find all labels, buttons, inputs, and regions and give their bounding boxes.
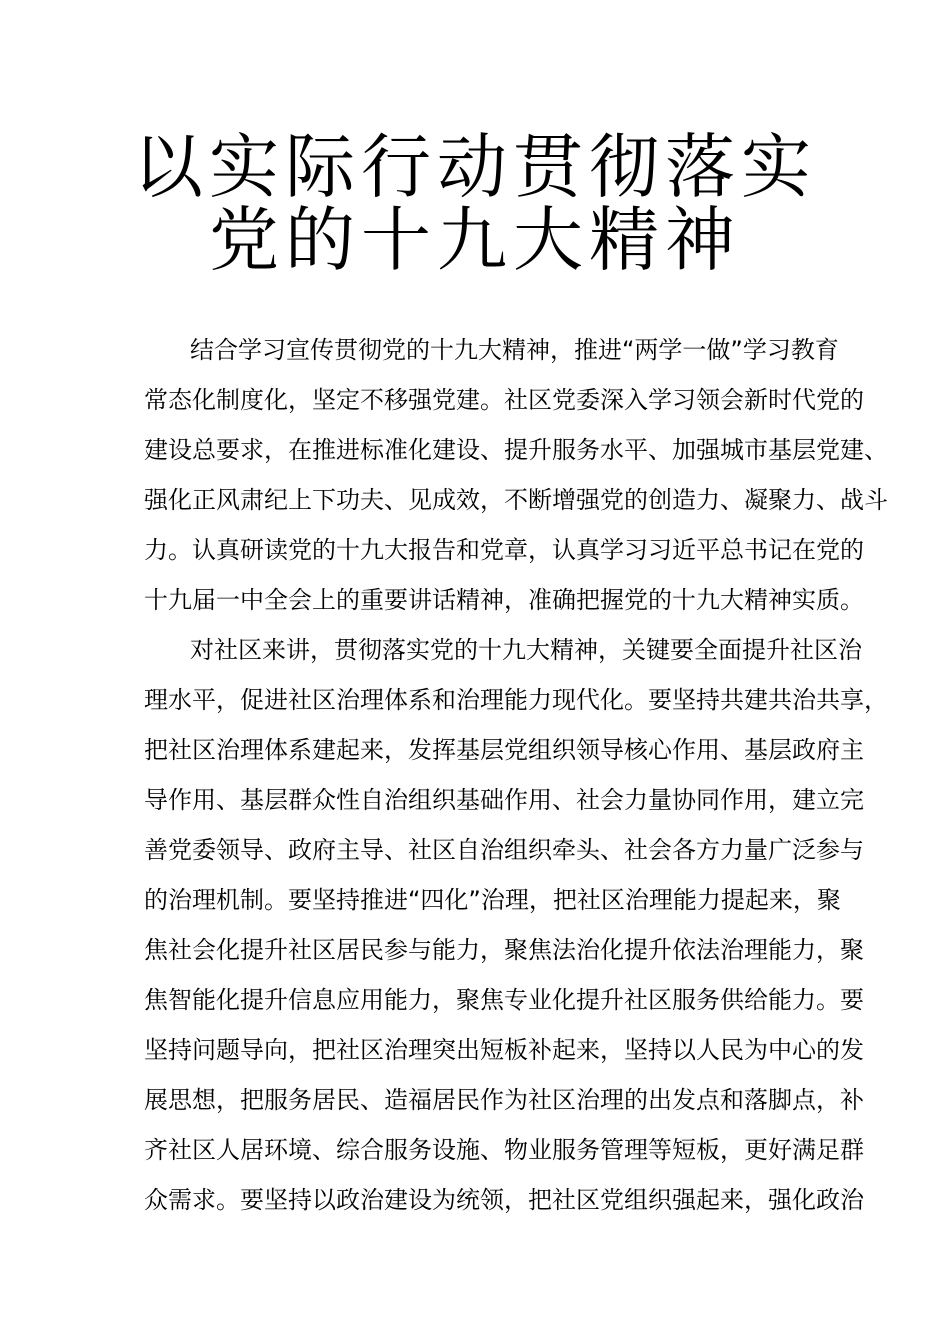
paragraph-line: 力。认真研读党的十九大报告和党章，认真学习习近平总书记在党的 — [144, 536, 864, 564]
paragraph-line: 的治理机制。要坚持推进“四化”治理，把社区治理能力提起来，聚 — [144, 886, 841, 914]
paragraph-line: 展思想，把服务居民、造福居民作为社区治理的出发点和落脚点，补 — [144, 1086, 864, 1114]
paragraph-line: 强化正风肃纪上下功夫、见成效，不断增强党的创造力、凝聚力、战斗 — [144, 486, 888, 514]
paragraph-line: 十九届一中全会上的重要讲话精神，准确把握党的十九大精神实质。 — [144, 586, 864, 614]
paragraph-line: 理水平，促进社区治理体系和治理能力现代化。要坚持共建共治共享， — [144, 686, 888, 714]
paragraph-line: 把社区治理体系建起来，发挥基层党组织领导核心作用、基层政府主 — [144, 736, 864, 764]
paragraph-line: 结合学习宣传贯彻党的十九大精神，推进“两学一做”学习教育 — [190, 336, 839, 364]
paragraph-line: 对社区来讲，贯彻落实党的十九大精神，关键要全面提升社区治 — [190, 636, 862, 664]
paragraph-line: 导作用、基层群众性自治组织基础作用、社会力量协同作用，建立完 — [144, 786, 864, 814]
paragraph-line: 建设总要求，在推进标准化建设、提升服务水平、加强城市基层党建、 — [144, 436, 888, 464]
document-title-line-1: 以实际行动贯彻落实 — [133, 126, 817, 208]
paragraph-line: 坚持问题导向，把社区治理突出短板补起来，坚持以人民为中心的发 — [144, 1036, 864, 1064]
document-title-line-2: 党的十九大精神 — [209, 199, 741, 281]
paragraph-line: 常态化制度化，坚定不移强党建。社区党委深入学习领会新时代党的 — [144, 386, 864, 414]
paragraph-line: 焦智能化提升信息应用能力，聚焦专业化提升社区服务供给能力。要 — [144, 986, 864, 1014]
paragraph-line: 焦社会化提升社区居民参与能力，聚焦法治化提升依法治理能力，聚 — [144, 936, 864, 964]
paragraph-line: 齐社区人居环境、综合服务设施、物业服务管理等短板，更好满足群 — [144, 1136, 864, 1164]
paragraph-line: 众需求。要坚持以政治建设为统领，把社区党组织强起来，强化政治 — [144, 1186, 864, 1214]
paragraph-line: 善党委领导、政府主导、社区自治组织牵头、社会各方力量广泛参与 — [144, 836, 864, 864]
